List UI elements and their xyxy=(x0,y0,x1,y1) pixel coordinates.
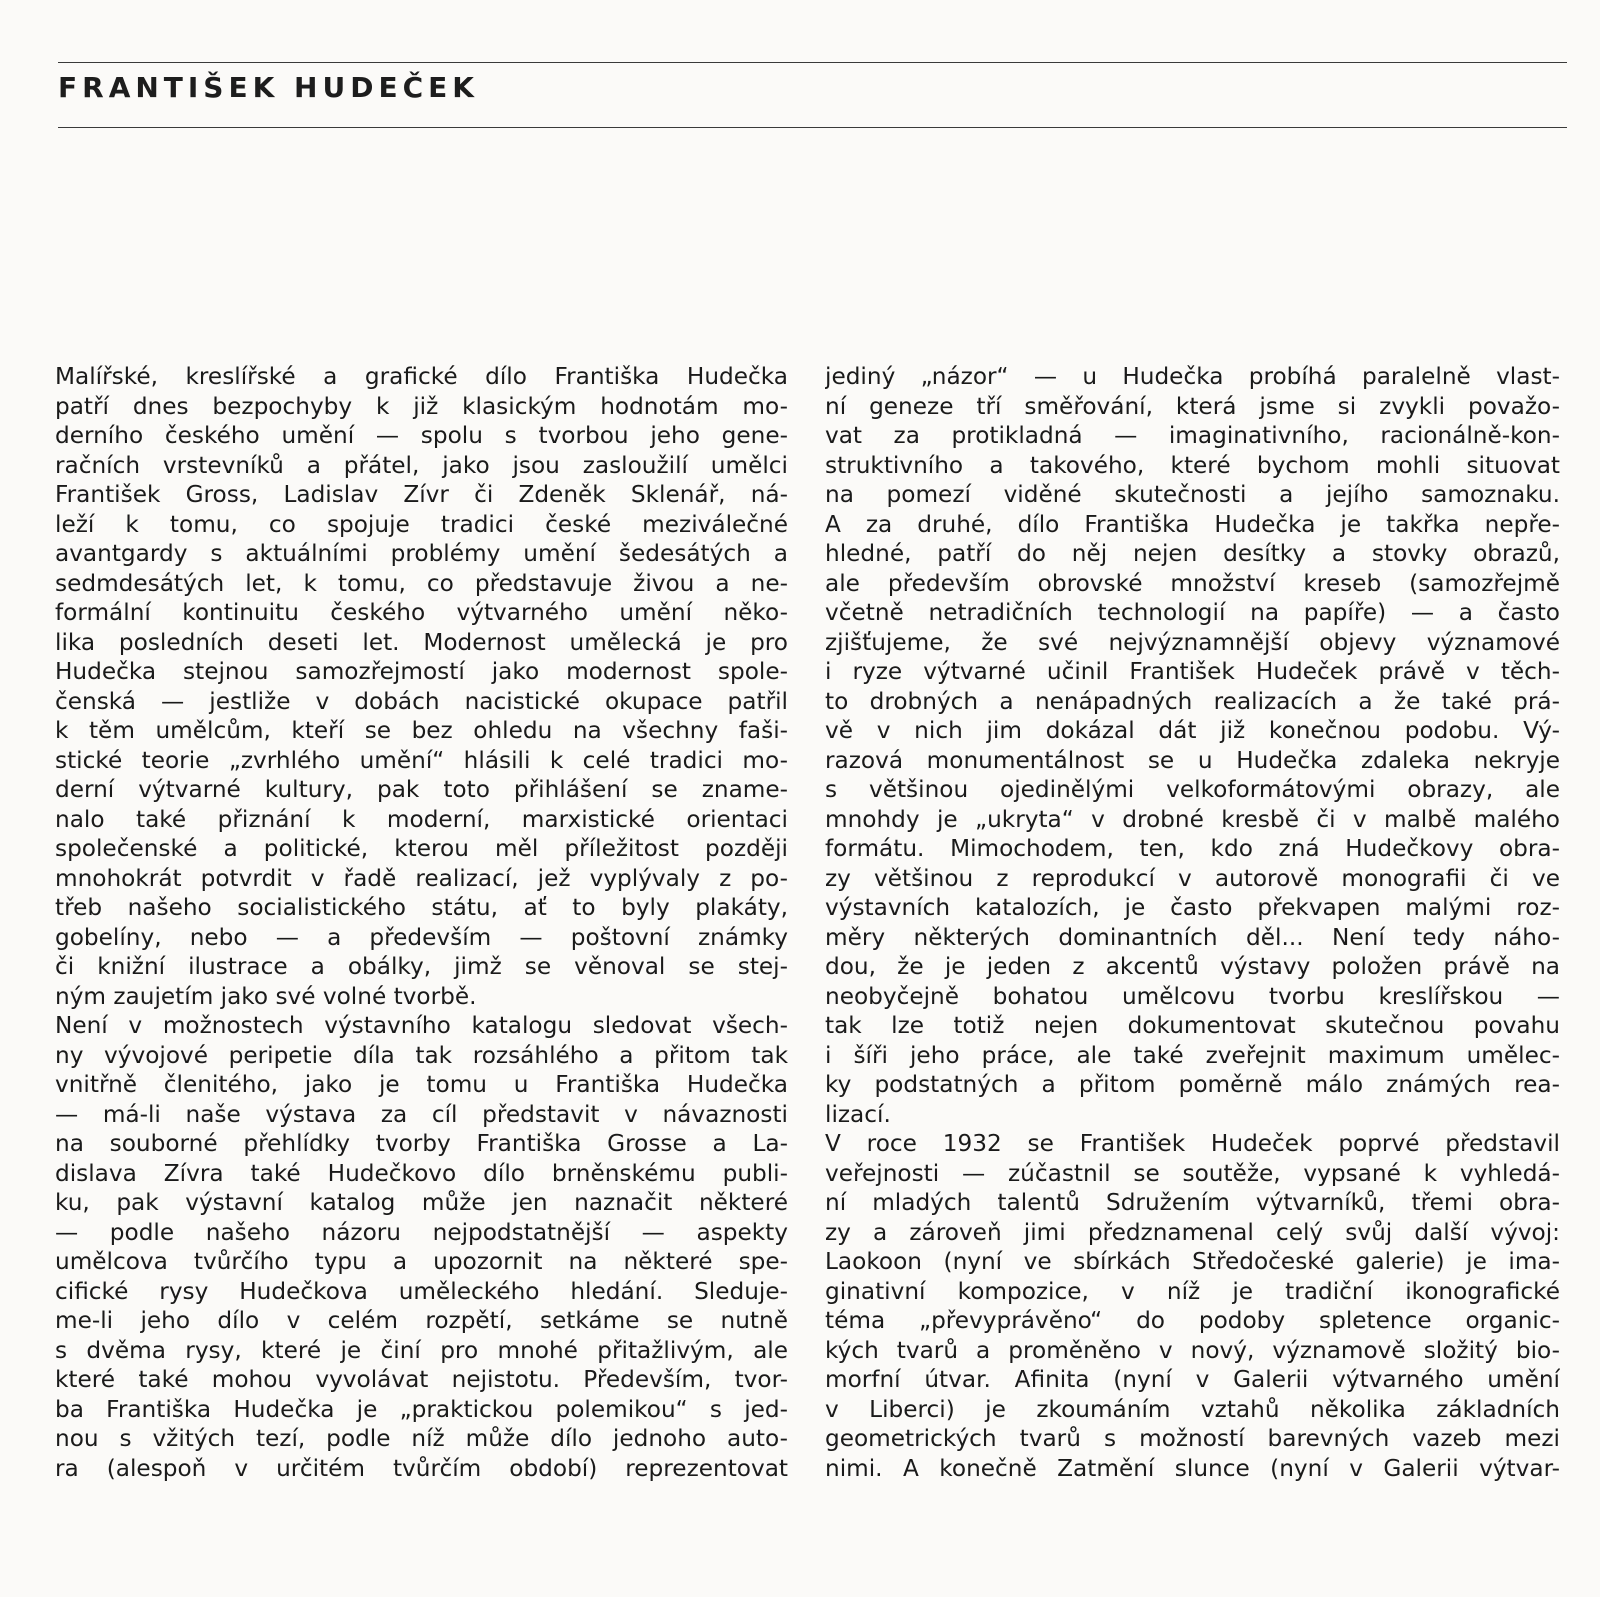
text-line: račních vrstevníků a přátel, jako jsou zasloužilí umělci xyxy=(55,451,788,479)
text-line: téma „převyprávěno“ do podoby spletence organic- xyxy=(825,1307,1560,1334)
text-line: ale především obrovské množství kreseb (samozřejmě xyxy=(825,569,1560,597)
text-line: derní výtvarné kultury, pak toto přihlášení se zname- xyxy=(55,776,788,803)
text-line: lika posledních deseti let. Modernost umělecká je pro xyxy=(55,628,788,656)
text-line: lizací. xyxy=(825,1100,891,1128)
text-line: hledné, patří do něj nejen desítky a stovky obrazů, xyxy=(825,540,1560,567)
text-line: ní mladých talentů Sdružením výtvarníků, třemi obra- xyxy=(825,1189,1560,1216)
text-line: ba Františka Hudečka je „praktickou polemikou“ s jed- xyxy=(55,1395,788,1423)
text-line: zy a zároveň jimi předznamenal celý svůj další vývoj: xyxy=(825,1218,1560,1246)
text-line: dislava Zívra také Hudečkovo dílo brněnskému publi- xyxy=(55,1159,788,1187)
text-line: včetně netradičních technologií na papíře) — a často xyxy=(825,599,1560,626)
text-line: derního českého umění — spolu s tvorbou jeho gene- xyxy=(55,422,788,449)
text-line: ní geneze tří směřování, která jsme si zvykli považo- xyxy=(825,392,1560,420)
text-line: ky podstatných a přitom poměrně málo známých rea- xyxy=(825,1071,1560,1098)
text-line: mnohdy je „ukryta“ v drobné kresbě či v malbě malého xyxy=(825,805,1560,833)
text-line: geometrických tvarů s možností barevných vazeb mezi xyxy=(825,1425,1560,1452)
text-line: sedmdesátých let, k tomu, co představuje živou a ne- xyxy=(55,569,788,597)
text-line: to drobných a nenápadných realizacích a že také prá- xyxy=(825,687,1560,715)
text-line: ra (alespoň v určitém tvůrčím období) reprezentovat xyxy=(55,1454,788,1482)
text-line: veřejnosti — zúčastnil se soutěže, vypsané k vyhledá- xyxy=(825,1159,1560,1187)
text-line: avantgardy s aktuálními problémy umění šedesátých a xyxy=(55,540,788,567)
text-line: vě v nich jim dokázal dát již konečnou podobu. Vý- xyxy=(825,717,1560,744)
text-line: kých tvarů a proměněno v nový, významově složitý bio- xyxy=(825,1336,1560,1364)
text-line: zy většinou z reprodukcí v autorově monografii či ve xyxy=(825,864,1560,892)
text-line: A za druhé, dílo Františka Hudečka je takřka nepře- xyxy=(825,510,1560,538)
right-text-column xyxy=(825,362,1560,1483)
text-line: struktivního a takového, které bychom mohli situovat xyxy=(825,451,1560,479)
text-line: dou, že je jeden z akcentů výstavy položen právě na xyxy=(825,953,1560,980)
text-line: nimi. A konečně Zatmění slunce (nyní v Galerii výtvar- xyxy=(825,1454,1560,1482)
text-line: me-li jeho dílo v celém rozpětí, setkáme se nutně xyxy=(55,1307,788,1334)
text-line: ny vývojové peripetie díla tak rozsáhlého a přitom tak xyxy=(55,1041,788,1069)
text-line: jediný „názor“ — u Hudečka probíhá paralelně vlast- xyxy=(825,363,1560,390)
text-line: na souborné přehlídky tvorby Františka Grosse a La- xyxy=(55,1130,788,1157)
text-line: Hudečka stejnou samozřejmostí jako modernost spole- xyxy=(55,658,788,685)
bottom-rule xyxy=(58,127,1567,128)
text-line: čenská — jestliže v dobách nacistické okupace patřil xyxy=(55,687,788,715)
text-line: k těm umělcům, kteří se bez ohledu na všechny faši- xyxy=(55,717,788,744)
text-line: Laokoon (nyní ve sbírkách Středočeské galerie) je ima- xyxy=(825,1248,1560,1275)
text-line: stické teorie „zvrhlého umění“ hlásili k celé tradici mo- xyxy=(55,746,788,774)
top-rule xyxy=(58,62,1567,63)
text-line: patří dnes bezpochyby k již klasickým hodnotám mo- xyxy=(55,392,788,420)
text-line: František Gross, Ladislav Zívr či Zdeněk Sklenář, ná- xyxy=(55,481,788,508)
text-line: ným zaujetím jako své volné tvorbě. xyxy=(55,982,477,1010)
text-line: leží k tomu, co spojuje tradici české meziválečné xyxy=(55,510,788,538)
text-line: s většinou ojedinělými velkoformátovými obrazy, ale xyxy=(825,776,1560,803)
text-line: formátu. Mimochodem, ten, kdo zná Hudečkovy obra- xyxy=(825,835,1560,862)
text-line: umělcova tvůrčího typu a upozornit na některé spe- xyxy=(55,1248,788,1275)
text-line: či knižní ilustrace a obálky, jimž se věnoval se stej- xyxy=(55,953,788,980)
text-line: ku, pak výstavní katalog může jen naznačit některé xyxy=(55,1189,788,1216)
text-line: zjišťujeme, že své nejvýznamnější objevy významové xyxy=(825,628,1560,656)
text-line: měry některých dominantních děl... Není tedy náho- xyxy=(825,923,1560,951)
text-line: Malířské, kreslířské a grafické dílo Františka Hudečka xyxy=(55,363,788,390)
text-line: tak lze totiž nejen dokumentovat skutečnou povahu xyxy=(825,1012,1560,1039)
text-line: formální kontinuitu českého výtvarného umění něko- xyxy=(55,599,788,626)
text-line: neobyčejně bohatou umělcovu tvorbu kreslířskou — xyxy=(825,982,1560,1010)
text-line: společenské a politické, kterou měl příležitost později xyxy=(55,835,788,862)
text-line: — má-li naše výstava za cíl představit v návaznosti xyxy=(55,1100,788,1128)
text-line: V roce 1932 se František Hudeček poprvé představil xyxy=(825,1130,1560,1157)
text-line: — podle našeho názoru nejpodstatnější — aspekty xyxy=(55,1218,788,1246)
text-line: morfní útvar. Afinita (nyní v Galerii výtvarného umění xyxy=(825,1366,1560,1393)
text-line: nalo také přiznání k moderní, marxistické orientaci xyxy=(55,805,788,833)
text-line: které také mohou vyvolávat nejistotu. Především, tvor- xyxy=(55,1366,788,1393)
text-line: na pomezí viděné skutečnosti a jejího samoznaku. xyxy=(825,481,1560,508)
text-line: v Liberci) je zkoumáním vztahů několika základních xyxy=(825,1395,1560,1423)
text-line: razová monumentálnost se u Hudečka zdaleka nekryje xyxy=(825,746,1560,774)
left-text-column xyxy=(55,362,788,1483)
text-line: vat za protikladná — imaginativního, racionálně-kon- xyxy=(825,422,1560,449)
text-line: mnohokrát potvrdit v řadě realizací, jež vyplývaly z po- xyxy=(55,864,788,892)
text-line: i ryze výtvarné učinil František Hudeček právě v těch- xyxy=(825,658,1560,685)
text-line: vnitřně členitého, jako je tomu u Františka Hudečka xyxy=(55,1071,788,1098)
text-line: Není v možnostech výstavního katalogu sledovat všech- xyxy=(55,1012,788,1039)
page-title: FRANTIŠEK HUDEČEK xyxy=(58,71,479,104)
text-line: cifické rysy Hudečkova uměleckého hledání. Sleduje- xyxy=(55,1277,788,1305)
text-line: s dvěma rysy, které je činí pro mnohé přitažlivým, ale xyxy=(55,1336,788,1364)
text-line: nou s vžitých tezí, podle níž může dílo jednoho auto- xyxy=(55,1425,788,1452)
text-line: gobelíny, nebo — a především — poštovní známky xyxy=(55,923,788,951)
text-line: výstavních katalozích, je často překvapen malými roz- xyxy=(825,894,1560,921)
text-line: i šíři jeho práce, ale také zveřejnit maximum umělec- xyxy=(825,1041,1560,1069)
text-line: ginativní kompozice, v níž je tradiční ikonografické xyxy=(825,1277,1560,1305)
text-line: třeb našeho socialistického státu, ať to byly plakáty, xyxy=(55,894,788,921)
